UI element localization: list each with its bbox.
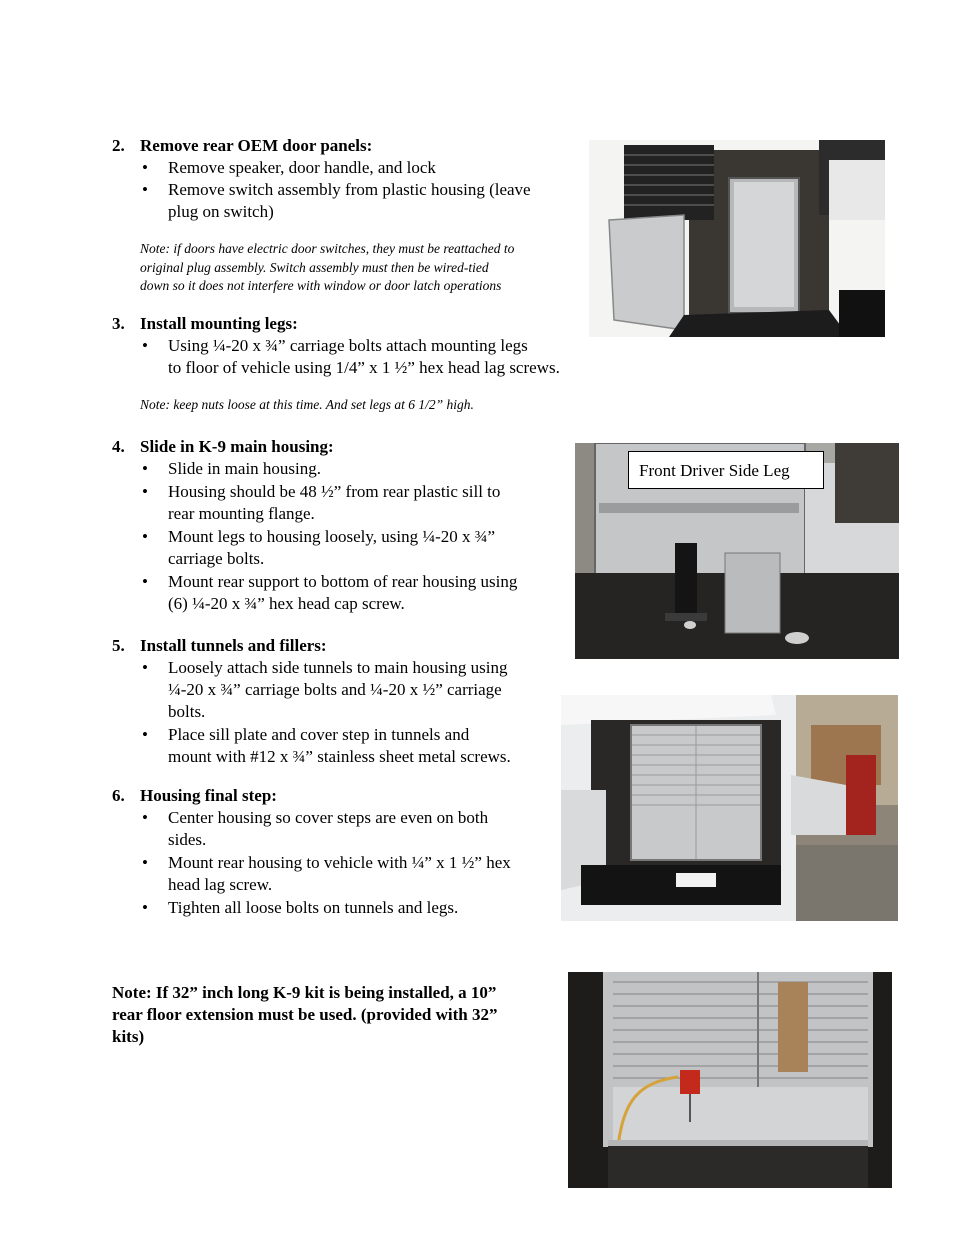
step-2-bullets: [140, 157, 590, 223]
step-title: Remove rear OEM door panels:: [140, 136, 373, 155]
bullet-text: (6) ¼-20 x ¾” hex head cap screw.: [168, 594, 405, 613]
step-number: 3.: [112, 314, 125, 333]
bullet-text: Remove switch assembly from plastic housing (leave: [168, 180, 531, 199]
bullet-icon: •: [142, 180, 148, 199]
list-item-continuation: [140, 201, 590, 223]
list-item: [140, 157, 590, 179]
list-item: [140, 179, 590, 201]
list-item-continuation: [140, 503, 570, 525]
list-item: [140, 852, 570, 874]
list-item-continuation: [140, 701, 570, 723]
list-item: [140, 807, 570, 829]
note-line: kits): [112, 1027, 145, 1046]
bullet-text: Remove speaker, door handle, and lock: [168, 158, 436, 177]
note-line: Note: If 32” inch long K-9 kit is being installed, a 10”: [112, 983, 497, 1002]
bullet-text: Place sill plate and cover step in tunnels and: [168, 725, 470, 744]
bullet-icon: •: [142, 459, 148, 478]
note-line: Note: keep nuts loose at this time. And set legs at 6 1/2” high.: [140, 397, 474, 412]
list-item: [140, 897, 570, 919]
list-item-continuation: [140, 548, 570, 570]
step-2-note: [140, 240, 590, 296]
step-title: Slide in K-9 main housing:: [140, 437, 334, 456]
bullet-text: head lag screw.: [168, 875, 273, 894]
bullet-text: ¼-20 x ¾” carriage bolts and ¼-20 x ½” carriage: [168, 680, 502, 699]
step-4-bullets: [140, 458, 570, 615]
step-number: 6.: [112, 786, 125, 805]
step-6-bullets: [140, 807, 570, 919]
step-title: Housing final step:: [140, 786, 277, 805]
bullet-icon: •: [142, 725, 148, 744]
list-item: [140, 526, 570, 548]
step-3-note: [140, 396, 590, 415]
bullet-text: plug on switch): [168, 202, 274, 221]
step-number: 4.: [112, 437, 125, 456]
bullet-text: mount with #12 x ¾” stainless sheet metal screws.: [168, 747, 511, 766]
photo-callout-label: Front Driver Side Leg: [628, 451, 824, 489]
list-item-continuation: [140, 357, 620, 379]
bullet-icon: •: [142, 527, 148, 546]
list-item: [140, 571, 570, 593]
list-item: [140, 335, 620, 357]
step-number: 2.: [112, 136, 125, 155]
step-3-heading: [112, 313, 592, 335]
bullet-text: Using ¼-20 x ¾” carriage bolts attach mounting legs: [168, 336, 528, 355]
bullet-icon: •: [142, 853, 148, 872]
bullet-icon: •: [142, 898, 148, 917]
bullet-icon: •: [142, 572, 148, 591]
list-item-continuation: [140, 874, 570, 896]
bullet-icon: •: [142, 808, 148, 827]
bullet-text: Tighten all loose bolts on tunnels and legs.: [168, 898, 459, 917]
note-line: Note: if doors have electric door switches, they must be reattached to: [140, 241, 515, 256]
bullet-text: Mount rear housing to vehicle with ¼” x 1 ½” hex: [168, 853, 511, 872]
bullet-icon: •: [142, 158, 148, 177]
step-3-bullets: [140, 335, 620, 379]
bullet-text: Mount legs to housing loosely, using ¼-20 x ¾”: [168, 527, 496, 546]
bullet-text: Mount rear support to bottom of rear housing using: [168, 572, 518, 591]
bullet-text: Center housing so cover steps are even on both: [168, 808, 489, 827]
bullet-icon: •: [142, 658, 148, 677]
list-item: [140, 657, 570, 679]
bullet-text: Loosely attach side tunnels to main housing using: [168, 658, 508, 677]
list-item-continuation: [140, 746, 570, 768]
step-6-heading: [112, 785, 552, 807]
list-item: [140, 458, 570, 480]
bullet-text: Housing should be 48 ½” from rear plastic sill to: [168, 482, 501, 501]
bullet-text: Slide in main housing.: [168, 459, 321, 478]
step-number: 5.: [112, 636, 125, 655]
note-line: rear floor extension must be used. (provided with 32”: [112, 1005, 498, 1024]
list-item-continuation: [140, 679, 570, 701]
step-5-bullets: [140, 657, 570, 768]
list-item-continuation: [140, 593, 570, 615]
bullet-icon: •: [142, 336, 148, 355]
bullet-text: bolts.: [168, 702, 206, 721]
list-item: [140, 481, 570, 503]
step-title: Install mounting legs:: [140, 314, 298, 333]
bullet-text: sides.: [168, 830, 207, 849]
bullet-text: to floor of vehicle using 1/4” x 1 ½” hex head lag screws.: [168, 358, 560, 377]
photo-door-panel: [589, 140, 885, 337]
list-item: [140, 724, 570, 746]
bullet-text: carriage bolts.: [168, 549, 265, 568]
step-4-heading: [112, 436, 552, 458]
step-title: Install tunnels and fillers:: [140, 636, 327, 655]
photo-interior-housing: [568, 972, 892, 1188]
list-item-continuation: [140, 829, 570, 851]
bullet-icon: •: [142, 482, 148, 501]
step-2-heading: [112, 135, 592, 157]
final-note: [112, 982, 562, 1048]
note-line: original plug assembly. Switch assembly must then be wired-tied: [140, 259, 489, 275]
note-line: down so it does not interfere with window or door latch operations: [140, 278, 502, 293]
bullet-text: rear mounting flange.: [168, 504, 315, 523]
photo-rear-housing: [561, 695, 898, 921]
step-5-heading: [112, 635, 552, 657]
